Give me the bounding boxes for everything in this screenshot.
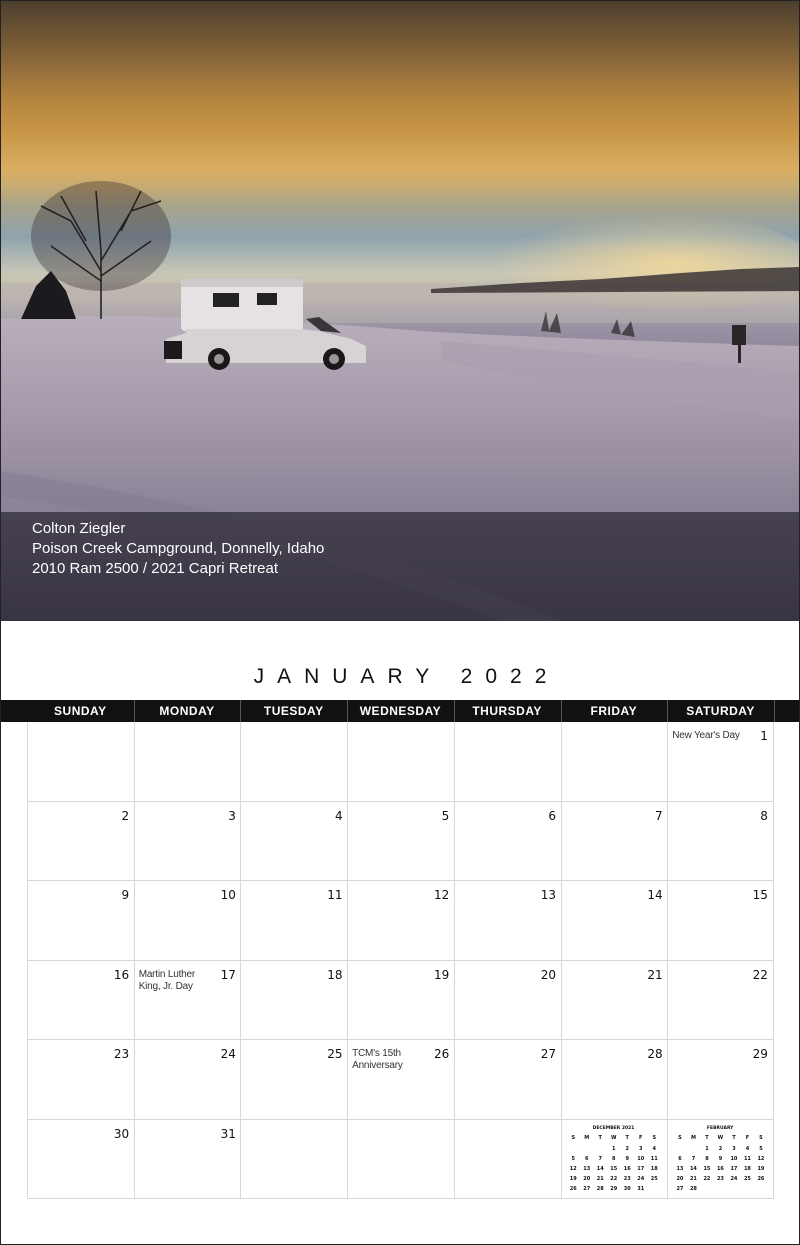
day-cell-24 (134, 1040, 241, 1120)
empty-day-cell (240, 722, 347, 802)
day-cell-27 (454, 1040, 561, 1120)
mini-day-number: 8 (705, 1155, 709, 1162)
mini-day-number: 26 (569, 1186, 577, 1193)
mini-day-number: 22 (610, 1176, 618, 1183)
day-cell-15 (667, 881, 774, 961)
day-number: 1 (760, 729, 768, 743)
mini-day-number: 2 (625, 1145, 629, 1152)
day-number: 19 (434, 967, 450, 982)
empty-day-cell (454, 722, 561, 802)
mini-day-number: 15 (703, 1165, 711, 1172)
mini-weekday-label: W (717, 1134, 724, 1141)
day-cell-2 (27, 802, 134, 882)
day-cell-20 (454, 961, 561, 1041)
weekday-label-friday: FRIDAY (590, 704, 638, 718)
mini-day-number: 29 (610, 1186, 618, 1193)
day-cell-25 (240, 1040, 347, 1120)
mini-day-number: 9 (718, 1155, 723, 1162)
mini-weekday-label: S (678, 1134, 682, 1141)
day-cell-18 (240, 961, 347, 1041)
weekday-label-monday: MONDAY (159, 704, 215, 718)
mini-day-number: 21 (689, 1176, 697, 1183)
mini-calendar-title: DECEMBER 2021 (592, 1125, 635, 1131)
event-label: Martin Luther King, Jr. Day (138, 968, 196, 992)
month-title: JANUARY 2022 (253, 665, 560, 688)
mini-day-number: 16 (623, 1165, 631, 1172)
day-cell-23 (27, 1040, 134, 1120)
day-cell-11 (240, 881, 347, 961)
mini-day-number: 23 (623, 1176, 631, 1183)
day-number: 11 (327, 888, 343, 902)
day-number: 5 (441, 808, 450, 823)
day-number: 15 (752, 888, 768, 902)
mini-day-number: 28 (596, 1186, 604, 1193)
mini-calendar-title: FEBRUARY (706, 1125, 734, 1131)
mini-day-number: 11 (650, 1155, 658, 1162)
day-number: 2 (121, 808, 130, 823)
mini-day-number: 21 (596, 1176, 604, 1183)
day-number: 31 (220, 1126, 236, 1141)
mini-day-number: 4 (652, 1145, 656, 1152)
mini-day-number: 3 (732, 1145, 736, 1152)
mini-day-number: 6 (678, 1155, 682, 1162)
day-cell-5 (347, 802, 454, 882)
weekday-label-wednesday: WEDNESDAY (359, 704, 442, 718)
mini-day-number: 19 (569, 1176, 577, 1183)
mini-day-number: 24 (730, 1176, 738, 1183)
mini-weekday-label: T (625, 1134, 629, 1141)
mini-weekday-label: W (610, 1134, 617, 1141)
day-cell-21 (561, 961, 668, 1041)
mini-day-number: 28 (689, 1186, 697, 1193)
mini-day-number: 17 (637, 1165, 645, 1172)
day-cell-8 (667, 802, 774, 882)
mini-day-number: 14 (689, 1165, 697, 1172)
weekday-label-thursday: THURSDAY (472, 704, 542, 718)
mini-day-number: 23 (716, 1176, 724, 1183)
mini-day-number: 24 (637, 1176, 645, 1183)
mini-day-number: 3 (639, 1145, 643, 1152)
mini-day-number: 10 (637, 1155, 645, 1162)
mini-day-number: 19 (757, 1165, 765, 1172)
day-number: 10 (220, 888, 236, 902)
weekday-separator (134, 700, 135, 722)
mini-day-number: 1 (705, 1145, 709, 1152)
day-number: 18 (327, 967, 343, 982)
caption-rig: 2010 Ram 2500 / 2021 Capri Retreat (32, 560, 278, 577)
mini-day-number: 13 (676, 1165, 684, 1172)
day-cell-6 (454, 802, 561, 882)
month-grid (27, 722, 774, 1199)
mini-day-number: 16 (716, 1165, 724, 1172)
mini-day-number: 5 (571, 1155, 575, 1162)
day-number: 7 (655, 808, 663, 823)
weekday-separator (774, 700, 775, 722)
empty-day-cell (347, 1120, 454, 1200)
mini-day-number: 7 (691, 1155, 696, 1162)
mini-day-number: 18 (650, 1165, 658, 1172)
day-number: 30 (113, 1126, 130, 1141)
mini-weekday-label: M (584, 1134, 590, 1141)
day-number: 12 (434, 888, 450, 902)
day-number: 24 (220, 1047, 236, 1061)
mini-weekday-label: S (571, 1134, 576, 1141)
day-number: 25 (327, 1047, 343, 1061)
mini-day-number: 8 (612, 1155, 616, 1162)
day-cell-3 (134, 802, 241, 882)
mini-day-number: 2 (718, 1145, 723, 1152)
mini-day-number: 11 (743, 1155, 751, 1162)
caption-location: Poison Creek Campground, Donnelly, Idaho (32, 540, 325, 557)
empty-day-cell (454, 1120, 561, 1200)
cover-photo (1, 1, 799, 621)
mini-calendar-previous-month (562, 1126, 666, 1196)
day-cell-9 (27, 881, 134, 961)
mini-day-number: 25 (650, 1176, 658, 1183)
mini-day-number: 18 (743, 1165, 751, 1172)
mini-day-number: 12 (757, 1155, 765, 1162)
mini-weekday-label: S (759, 1134, 763, 1141)
day-cell-26 (347, 1040, 454, 1120)
weekday-separator (561, 700, 562, 722)
weekday-separator (347, 700, 348, 722)
day-number: 3 (228, 808, 236, 823)
weekday-separator (240, 700, 241, 722)
mini-calendar-next-month (668, 1126, 772, 1196)
mini-day-number: 31 (637, 1186, 645, 1193)
weekday-label-tuesday: TUESDAY (263, 704, 324, 718)
mini-day-number: 5 (759, 1145, 763, 1152)
mini-day-number: 17 (730, 1165, 738, 1172)
mini-day-number: 13 (583, 1165, 591, 1172)
day-number: 28 (647, 1047, 663, 1061)
empty-day-cell (240, 1120, 347, 1200)
mini-day-number: 20 (676, 1176, 684, 1183)
mini-day-number: 25 (743, 1176, 751, 1183)
day-number: 13 (540, 888, 556, 902)
day-number: 27 (540, 1047, 556, 1061)
weekday-separator (667, 700, 668, 722)
day-cell-10 (134, 881, 241, 961)
mini-day-number: 12 (569, 1165, 577, 1172)
mini-day-number: 4 (745, 1145, 750, 1152)
caption-photographer: Colton Ziegler (32, 520, 126, 537)
day-number: 6 (548, 808, 556, 823)
day-number: 21 (647, 967, 663, 982)
photo-caption (32, 519, 324, 579)
day-number: 20 (540, 967, 556, 982)
day-cell-19 (347, 961, 454, 1041)
weekday-label-saturday: SATURDAY (686, 704, 755, 718)
day-number: 16 (113, 967, 130, 982)
day-cell-30 (27, 1120, 134, 1200)
day-number: 9 (121, 888, 130, 902)
day-cell-16 (27, 961, 134, 1041)
mini-day-number: 1 (612, 1145, 616, 1152)
day-cell-22 (667, 961, 774, 1041)
day-cell-12 (347, 881, 454, 961)
mini-weekday-label: T (598, 1134, 602, 1141)
day-cell-31 (134, 1120, 241, 1200)
empty-day-cell (27, 722, 134, 802)
day-number: 29 (752, 1047, 768, 1061)
day-number: 4 (334, 808, 343, 823)
mini-day-number: 26 (757, 1176, 765, 1183)
day-cell-4 (240, 802, 347, 882)
mini-day-number: 7 (598, 1155, 602, 1162)
day-number: 8 (760, 808, 768, 823)
mini-day-number: 14 (596, 1165, 604, 1172)
mini-weekday-label: M (690, 1134, 696, 1141)
weekday-label-sunday: SUNDAY (54, 704, 107, 718)
mini-weekday-label: F (639, 1134, 643, 1141)
day-cell-1 (667, 722, 774, 802)
mini-day-number: 20 (583, 1176, 591, 1183)
day-cell-14 (561, 881, 668, 961)
day-number: 14 (647, 888, 663, 902)
mini-day-number: 27 (583, 1186, 591, 1193)
mini-day-number: 10 (730, 1155, 738, 1162)
mini-day-number: 6 (585, 1155, 589, 1162)
event-label: New Year's Day (672, 730, 740, 741)
day-cell-28 (561, 1040, 668, 1120)
empty-day-cell (561, 722, 668, 802)
mini-weekday-label: F (745, 1134, 750, 1141)
mini-day-number: 9 (625, 1155, 629, 1162)
day-number: 22 (752, 967, 768, 982)
weekday-separator (454, 700, 455, 722)
mini-day-number: 22 (703, 1176, 711, 1183)
day-cell-7 (561, 802, 668, 882)
mini-day-number: 30 (623, 1186, 631, 1193)
mini-day-number: 27 (676, 1186, 684, 1193)
day-number: 17 (220, 967, 236, 982)
mini-weekday-label: T (705, 1134, 709, 1141)
day-number: 26 (434, 1047, 450, 1061)
mini-weekday-label: S (652, 1134, 657, 1141)
mini-weekday-label: T (732, 1134, 736, 1141)
day-cell-17 (134, 961, 241, 1041)
day-cell-13 (454, 881, 561, 961)
day-cell-29 (667, 1040, 774, 1120)
empty-day-cell (347, 722, 454, 802)
mini-day-number: 15 (610, 1165, 618, 1172)
day-number: 23 (113, 1047, 130, 1061)
empty-day-cell (134, 722, 241, 802)
event-label: TCM's 15th Anniversary (352, 1048, 403, 1071)
